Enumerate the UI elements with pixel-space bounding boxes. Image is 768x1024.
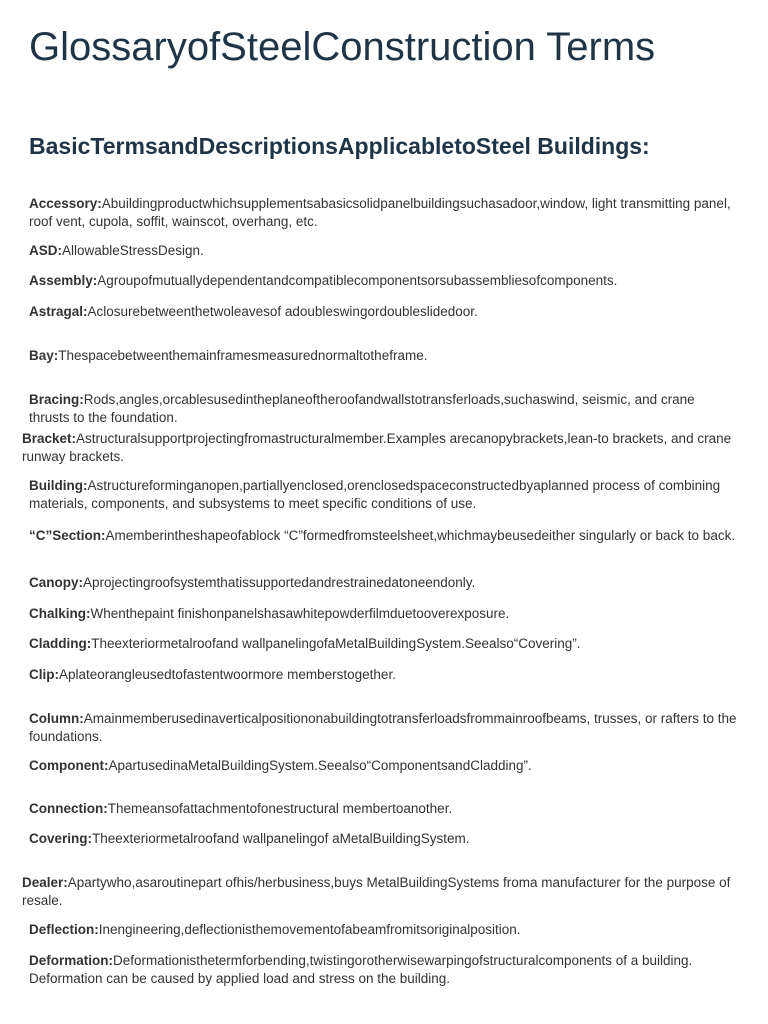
glossary-entry-asd [29,242,737,260]
glossary-entry-covering [29,830,737,848]
glossary-definition: Astructureforminganopen,partiallyenclosed,orenclosedspaceconstructedbyaplanned process of combining materials, components, and subsystems to meet specific conditions of use. [29,478,721,511]
glossary-entry-column [29,710,737,745]
glossary-term: Assembly: [29,273,98,288]
glossary-term: Clip: [29,667,59,682]
glossary-definition: Whenthepaint finishonpanelshasawhitepowderfilmduetooverexposure. [90,606,510,621]
glossary-definition: ApartusedinaMetalBuildingSystem.Seealso“ComponentsandCladding”. [108,758,532,773]
glossary-definition: Deformationisthetermforbending,twistingorotherwisewarpingofstructuralcomponents of a building. Deformation can be caused by applied load and stress on the building. [29,953,693,986]
glossary-term: Accessory: [29,196,102,211]
glossary-term: ASD: [29,243,62,258]
glossary-term: Dealer: [22,875,68,890]
glossary-definition: AllowableStressDesign. [62,243,204,258]
glossary-definition: Abuildingproductwhichsupplementsabasicsolidpanelbuildingsuchasadoor,window, light transmitting panel, roof vent, cupola, soffit, wainscot, overhang, etc. [29,196,731,229]
glossary-entry-bracing [29,391,737,426]
glossary-term: Bay: [29,348,59,363]
glossary-term: Covering: [29,831,93,846]
glossary-definition: Astructuralsupportprojectingfromastructuralmember.Examples arecanopybrackets,lean-to brackets, and crane runway brackets. [22,431,732,464]
glossary-term: Component: [29,758,109,773]
glossary-entry-canopy [29,574,737,592]
glossary-entry-chalking [29,605,737,623]
glossary-definition: Amemberintheshapeofablock “C”formedfromsteelsheet,whichmaybeusedeither singularly or back to back. [105,528,736,543]
glossary-entry-connection [29,800,737,818]
glossary-entry-dealer [22,874,740,909]
glossary-entry-building [29,477,737,512]
glossary-term: Cladding: [29,636,92,651]
glossary-definition: Aprojectingroofsystemthatissupportedandrestrainedatoneendonly. [83,575,476,590]
glossary-term: Chalking: [29,606,91,621]
glossary-entry-bracket [22,430,740,465]
glossary-term: Deformation: [29,953,113,968]
glossary-entry-assembly [29,272,737,290]
glossary-entry-component [29,757,737,775]
glossary-definition: Aclosurebetweenthetwoleavesof adoubleswingordoubleslidedoor. [87,304,478,319]
glossary-term: Bracket: [22,431,77,446]
glossary-entry-cladding [29,635,737,653]
glossary-entry-bay [29,347,737,365]
glossary-entry-deformation [29,952,737,987]
glossary-entry-c-section [29,527,737,545]
glossary-definition: Rods,angles,orcablesusedintheplaneoftheroofandwallstotransferloads,suchaswind, seismic, and crane thrusts to the foundation. [29,392,695,425]
glossary-term: Column: [29,711,84,726]
section-heading: BasicTermsandDescriptionsApplicabletoSteel Buildings: [29,133,650,159]
glossary-entry-astragal [29,303,737,321]
glossary-entry-clip [29,666,737,684]
glossary-definition: Amainmemberusedinaverticalpositiononabuildingtotransferloadsfrommainroofbeams, trusses, or rafters to the foundations. [29,711,737,744]
glossary-definition: Apartywho,asaroutinepart ofhis/herbusiness,buys MetalBuildingSystems froma manufacturer for the purpose of resale. [22,875,731,908]
page-title: GlossaryofSteelConstruction Terms [29,25,656,69]
glossary-entry-accessory [29,195,737,230]
glossary-definition: Thespacebetweenthemainframesmeasurednormaltotheframe. [58,348,428,363]
glossary-definition: Themeansofattachmentofonestructural membertoanother. [107,801,453,816]
glossary-definition: Inengineering,deflectionisthemovementofabeamfromitsoriginalposition. [98,922,521,937]
glossary-entry-deflection [29,921,737,939]
glossary-definition: Agroupofmutuallydependentandcompatiblecomponentsorsubassembliesofcomponents. [97,273,618,288]
glossary-term: Bracing: [29,392,84,407]
glossary-term: Canopy: [29,575,83,590]
glossary-definition: Aplateorangleusedtofastentwoormore memberstogether. [59,667,396,682]
glossary-term: Deflection: [29,922,99,937]
glossary-definition: Theexteriormetalroofand wallpanelingof aMetalBuildingSystem. [92,831,470,846]
glossary-term: Building: [29,478,88,493]
glossary-term: Connection: [29,801,108,816]
glossary-definition: Theexteriormetalroofand wallpanelingofaMetalBuildingSystem.Seealso“Covering”. [91,636,581,651]
glossary-term: Astragal: [29,304,88,319]
glossary-term: “C”Section: [29,528,106,543]
